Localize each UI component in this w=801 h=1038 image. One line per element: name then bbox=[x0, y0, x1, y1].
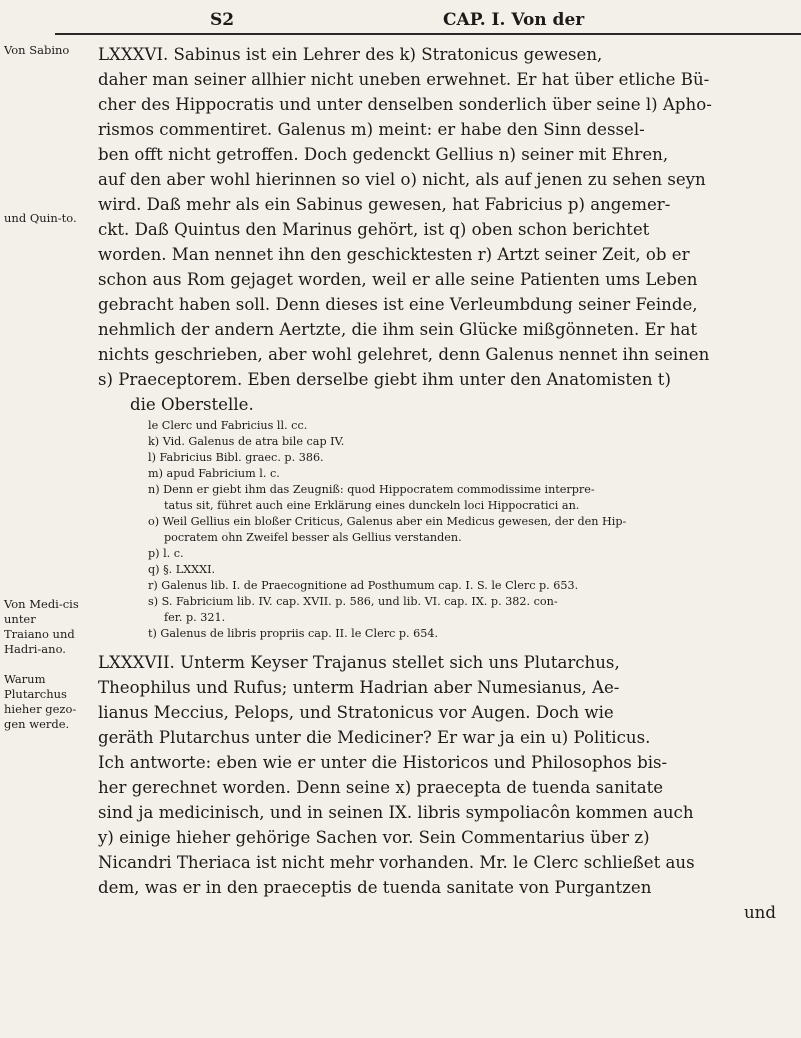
body-line: nehmlich der andern Aertzte, die ihm sein Glücke mißgönneten. Er hat bbox=[98, 320, 698, 339]
body-line: lianus Meccius, Pelops, und Stratonicus vor Augen. Doch wie bbox=[98, 703, 614, 722]
margin-note-quinto: und Quin-to. bbox=[4, 211, 77, 225]
body-line: wird. Daß mehr als ein Sabinus gewesen, hat Fabricius p) angemer- bbox=[98, 195, 671, 214]
body-line: nichts geschrieben, aber wohl gelehret, denn Galenus nennet ihn seinen bbox=[98, 345, 710, 364]
footnote: o) Weil Gellius ein bloßer Criticus, Galenus aber ein Medicus gewesen, der den Hip- bbox=[148, 515, 627, 528]
body-line: gebracht haben soll. Denn dieses ist eine Verleumbdung seiner Feinde, bbox=[98, 295, 698, 314]
body-line: Ich antworte: eben wie er unter die Historicos und Philosophos bis- bbox=[98, 753, 668, 772]
footnote: le Clerc und Fabricius ll. cc. bbox=[148, 419, 308, 432]
body-line: rismos commentiret. Galenus m) meint: er habe den Sinn dessel- bbox=[98, 120, 645, 139]
body-line: daher man seiner allhier nicht uneben erwehnet. Er hat über etliche Bü- bbox=[98, 70, 710, 89]
margin-note-sabino: Von Sabino bbox=[4, 43, 70, 57]
body-line: dem, was er in den praeceptis de tuenda sanitate von Purgantzen bbox=[98, 878, 652, 897]
catchword: und bbox=[744, 903, 776, 922]
body-line: die Oberstelle. bbox=[130, 395, 254, 414]
footnote: m) apud Fabricium l. c. bbox=[148, 467, 280, 480]
margin-note-plutarchus: Warum Plutarchus hieher gezo-gen werde. bbox=[4, 672, 77, 731]
body-line: ben offt nicht getroffen. Doch gedenckt Gellius n) seiner mit Ehren, bbox=[98, 145, 669, 164]
footnote: t) Galenus de libris propriis cap. II. le Clerc p. 654. bbox=[148, 627, 439, 640]
footnote: k) Vid. Galenus de atra bile cap IV. bbox=[148, 435, 345, 448]
running-head: CAP. I. Von der bbox=[443, 10, 585, 30]
body-line: schon aus Rom gejaget worden, weil er alle seine Patienten ums Leben bbox=[98, 270, 698, 289]
header-rule bbox=[55, 33, 801, 35]
body-line: sind ja medicinisch, und in seinen IX. libris sympoliacôn kommen auch bbox=[98, 803, 694, 822]
body-line: s) Praeceptorem. Eben derselbe giebt ihm unter den Anatomisten t) bbox=[98, 370, 671, 389]
footnote: pocratem ohn Zweifel besser als Gellius verstanden. bbox=[164, 531, 462, 544]
body-line: cher des Hippocratis und unter denselben sonderlich über seine l) Apho- bbox=[98, 95, 712, 114]
body-line: her gerechnet worden. Denn seine x) praecepta de tuenda sanitate bbox=[98, 778, 664, 797]
body-line: Theophilus und Rufus; unterm Hadrian aber Numesianus, Ae- bbox=[98, 678, 620, 697]
body-line: geräth Plutarchus unter die Mediciner? Er war ja ein u) Politicus. bbox=[98, 728, 651, 747]
body-line: auf den aber wohl hierinnen so viel o) nicht, als auf jenen zu sehen seyn bbox=[98, 170, 706, 189]
footnote: r) Galenus lib. I. de Praecognitione ad Posthumum cap. I. S. le Clerc p. 653. bbox=[148, 579, 579, 592]
body-line: worden. Man nennet ihn den geschicktesten r) Artzt seiner Zeit, ob er bbox=[98, 245, 690, 264]
footnote: l) Fabricius Bibl. graec. p. 386. bbox=[148, 451, 324, 464]
margin-note-medici: Von Medi-cis unter Traiano und Hadri-ano. bbox=[4, 597, 79, 656]
footnote: s) S. Fabricium lib. IV. cap. XVII. p. 586, und lib. VI. cap. IX. p. 382. con- bbox=[148, 595, 558, 608]
signature-mark: S2 bbox=[210, 10, 235, 30]
body-line: ckt. Daß Quintus den Marinus gehört, ist q) oben schon berichtet bbox=[98, 220, 650, 239]
footnote: tatus sit, führet auch eine Erklärung eines dunckeln loci Hippocratici an. bbox=[164, 499, 580, 512]
footnote: p) l. c. bbox=[148, 547, 184, 560]
footnote: n) Denn er giebt ihm das Zeugniß: quod Hippocratem commodissime interpre- bbox=[148, 483, 595, 496]
body-line: Nicandri Theriaca ist nicht mehr vorhanden. Mr. le Clerc schließet aus bbox=[98, 853, 695, 872]
body-line: y) einige hieher gehörige Sachen vor. Sein Commentarius über z) bbox=[98, 828, 650, 847]
body-line: LXXXVII. Unterm Keyser Trajanus stellet sich uns Plutarchus, bbox=[98, 653, 620, 672]
footnote: fer. p. 321. bbox=[164, 611, 226, 624]
body-line: LXXXVI. Sabinus ist ein Lehrer des k) Stratonicus gewesen, bbox=[98, 45, 603, 64]
footnote: q) §. LXXXI. bbox=[148, 563, 216, 576]
